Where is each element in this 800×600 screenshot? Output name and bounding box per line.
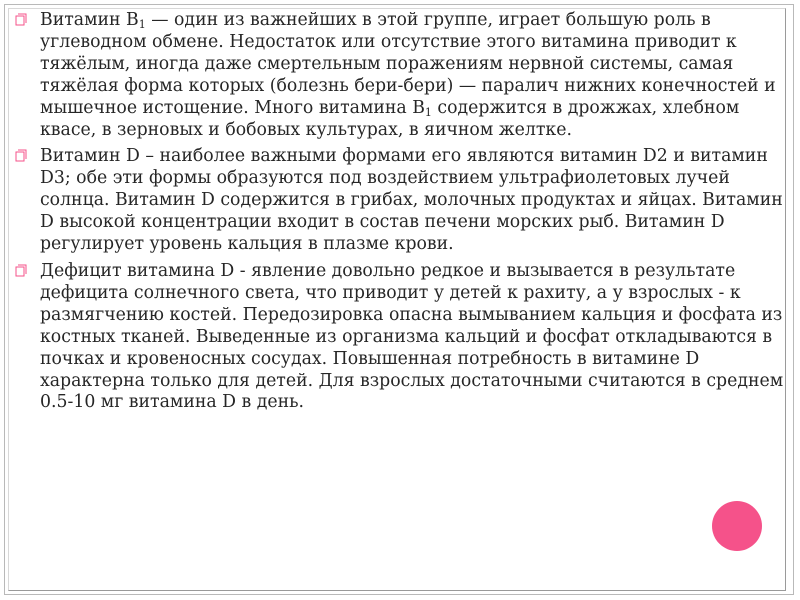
- paragraph-text: — один из важнейших в этой группе, играет большую роль в углеводном обмене. Недостаток или отсутствие этого витамина приводит к тяжёлым, иногда даже смертельным поражениям нервной системы, самая тяжёлая форма которых (болезнь бери-бери) — паралич нижних конечностей и мышечное истощение. Много витамина B: [40, 10, 776, 118]
- hollow-square-bullet-icon: [14, 149, 28, 163]
- hollow-square-bullet-icon: [14, 13, 28, 27]
- pink-circle-decoration: [712, 501, 762, 551]
- paragraph-text: Дефицит витамина D - явление довольно редкое и вызывается в результате дефицита солнечного света, что приводит у детей к рахиту, а у взрослых - к размягчению костей. Передозировка опасна вымыванием кальция и фосфата из костных тканей. Выведенные из организма кальций и фосфат откладываются в почках и кровеносных сосудах. Повышенная потребность в витамине D характерна только для детей. Для взрослых достаточными считаются в среднем 0.5-10 мг витамина D в день.: [40, 260, 784, 413]
- paragraph-vitamin-b1: [14, 10, 784, 141]
- subscript: 1: [138, 18, 146, 31]
- slide-content: [14, 10, 784, 419]
- paragraph-text: содержится в дрожжах, хлебном квасе, в зерновых и бобовых культурах, в яичном желтке.: [40, 97, 740, 140]
- subscript: 1: [424, 105, 432, 119]
- paragraph-text: Витамин B: [40, 10, 139, 30]
- paragraph-vitamin-d: [14, 146, 784, 256]
- hollow-square-bullet-icon: [14, 264, 28, 278]
- paragraph-vitamin-d-deficiency: [14, 261, 784, 414]
- paragraph-text: Витамин D – наиболее важными формами его являются витамин D2 и витамин D3; обе эти формы образуются под воздействием ультрафиолетовых лучей солнца. Витамин D содержится в грибах, молочных продуктах и яйцах. Витамин D высокой концентрации входит в состав печени морских рыб. Витамин D регулирует уровень кальция в плазме крови.: [40, 146, 783, 255]
